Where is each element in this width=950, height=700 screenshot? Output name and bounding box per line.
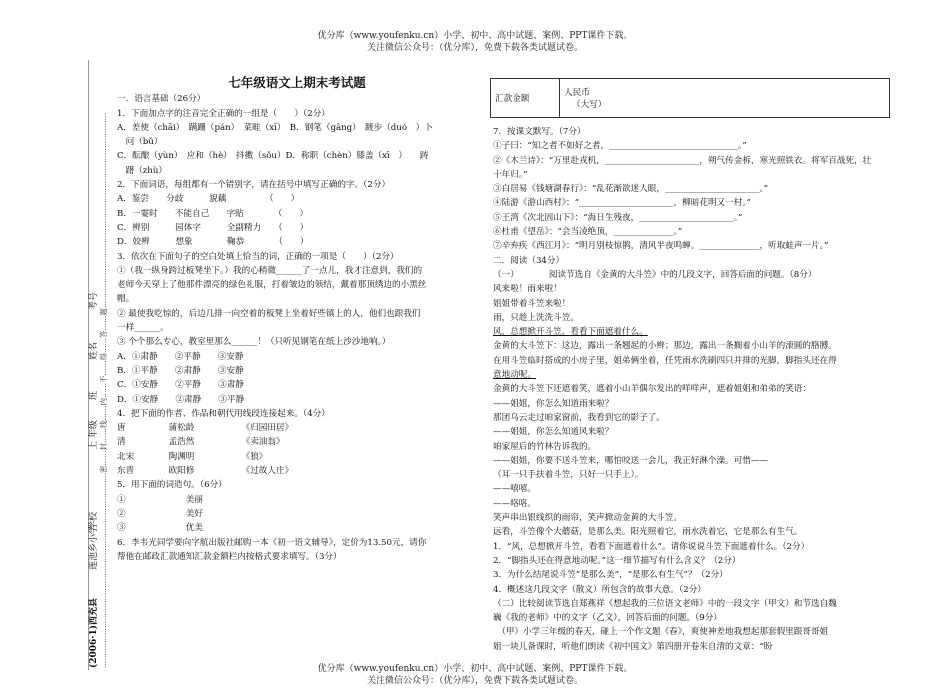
left-line: 七年级语文上期末考试题: [228, 75, 366, 90]
left-column: [117, 76, 477, 564]
left-line: A．①肃静 ②平静 ③安静: [117, 351, 244, 362]
right-line: 巍《我的老师》中的文字（乙文），回答后面的问题。（9分）: [493, 613, 722, 624]
left-line: 6．李韦光同学要向字航出版社邮购一本《初一语文辅导》，定价为13.50元，请你: [117, 537, 427, 548]
binding-number: 考号: [89, 291, 99, 310]
left-line: 问（bǔ）: [117, 137, 163, 148]
footer-line-1: 优分库（www.youfenku.cn）小学、初中、高中试题、案例、PPT课件下载。: [317, 664, 633, 674]
left-line: 5．用下面的词造句。（6分）: [117, 480, 227, 491]
right-line: 7．按课文默写。（7分）: [493, 127, 586, 137]
right-line: ⑤王湾《次北固山下》：“海日生残夜，______________________。”: [493, 212, 743, 223]
left-line: ①（我一纵身跨过板凳坐下。）我的心稍微______了一点儿，我才注意到，我们的: [117, 265, 423, 276]
binding-name: 姓名: [89, 341, 99, 360]
right-line: （一） 阅读节选自《金黄的大斗笠》中的几段文字，回答后面的问题。（8分）: [493, 269, 817, 280]
page-header: [0, 30, 950, 54]
right-line: 姐一块儿备课时，听他们朗读《初中国文》第四册开卷朱自清的文章：“盼: [493, 641, 773, 652]
binding-school: (2006·1)西充县: [89, 598, 99, 668]
right-line: ①子曰：“知之者不如好之者，______________________________。”: [493, 141, 747, 152]
remittance-table: [490, 78, 890, 118]
left-line: ③ 个个那么专心，教室里那么______！（只听见钢笔在纸上沙沙地响。）: [117, 337, 391, 348]
left-line: B．一霎时 不能自己 字贴 （ ）: [117, 208, 309, 219]
right-line: 在用斗笠临时搭成的小房子里，姐弟俩坐着，任凭雨水洗刷四只并排的光脚，脚指头还在得: [493, 355, 837, 366]
left-line: D．姣辨 想象 鞠恭 （ ）: [117, 237, 309, 248]
right-line: 笑声串出银线织的雨帘，笑声掀动金黄的大斗笠。: [493, 513, 683, 524]
binding-grade: 上 年级: [89, 420, 99, 450]
header-line-1: 优分库（www.youfenku.cn）小学、初中、高中试题、案例、PPT课件下载。: [317, 31, 633, 41]
left-line: A．鉴尝 分歧 貌藕 （ ）: [117, 194, 300, 205]
page-footer: [0, 663, 950, 687]
left-line: C．辨别 园体字 全副精力 （ ）: [117, 222, 309, 233]
left-line: D．①安静 ②肃静 ③平静: [117, 394, 245, 405]
binding-seal-line: ……………………………………………………………………密……封……线……内……不……得……答……题……………………………………………………………………: [99, 113, 108, 668]
footer-line-2: 关注微信公众号：（优分库），免费下载各类试题试卷。: [366, 676, 583, 686]
remittance-value: [560, 79, 890, 118]
remittance-label: 汇款金额: [491, 79, 560, 118]
left-line: C．①安静 ②平静 ③肃静: [117, 380, 244, 391]
right-line: ②《木兰诗》：“万里赴戎机，______________________，朔气传金柝，寒光照铁衣。将军百战死，壮: [493, 155, 872, 166]
right-column: [493, 125, 903, 654]
right-line: 十年归。”: [493, 169, 528, 180]
right-line: 意地动呢。: [493, 370, 536, 381]
left-line: 2．下面词语，每组都有一个错别字，请在括号中填写正确的字。（2分）: [117, 180, 391, 191]
right-line: ——姐姐，你怎么知道雨来啦？: [493, 398, 614, 409]
right-line: ——咯咯。: [493, 498, 536, 509]
right-line: 金黄的大斗笠下：这边，露出一条翘起的小辫；那边，露出一条搁着小山羊的滚圆的胳膊。: [493, 341, 837, 352]
left-line: 清 孟浩然 《卖油翁》: [117, 437, 285, 448]
left-line: 躇（zhù）: [117, 165, 167, 176]
right-line: 1．“风，总想掀开斗笠，看看下面遮着什么”。请你说说斗笠下面遮着什么。（2分）: [493, 541, 810, 552]
right-line: （二）比较阅读节选自郑燕祥《想起我的三位语文老师》中的一段文字（甲文）和节选自魏: [493, 598, 837, 609]
right-line: （耳一只手扶着斗笠，只好一只手上）。: [493, 470, 644, 481]
right-line: 4．概述这几段文字（散文）所包含的故事大意。（2分）: [493, 584, 706, 595]
right-line: 3．为什么结尾说斗笠“是那么美”，“是那么有生气”？（2分）: [493, 570, 728, 581]
right-line: 2．“脚指头还在得意地动呢。”这一细节描写有什么含义？（2分）: [493, 555, 741, 566]
right-line: 风来啦！雨来啦！: [493, 284, 562, 295]
binding-school2: 莲池乡小学: [89, 524, 99, 570]
right-line: 咱家屋后的竹林告诉我的。: [493, 441, 597, 452]
right-line: 二．阅读（34分）: [493, 255, 565, 266]
left-line: 帮他在邮政汇款通知汇款金额栏内按格式要求填写。（3分）: [117, 551, 342, 562]
left-line: 一样______。: [117, 323, 169, 334]
right-line: 风，总想掀开斗笠，看看下面遮着什么。: [493, 327, 648, 338]
right-line: 那团乌云走过咱家窗前，我看到它的影子了。: [493, 412, 665, 423]
binding-class: 班: [89, 390, 99, 400]
left-line: ① 美丽: [117, 494, 203, 505]
right-line: ——姐姐，你怎么知道风来啦？: [493, 427, 614, 438]
right-line: 金黄的大斗笠下还遮着笑，遮着小山羊偶尔发出的咩咩声，遮着姐姐和弟弟的笑语：: [493, 384, 811, 395]
right-line: 姐姐带着斗笠来啦！: [493, 298, 571, 309]
binding-line: [88, 60, 89, 670]
right-line: ⑥杜甫《望岳》：“会当凌绝顶，______________。”: [493, 227, 683, 238]
left-line: 唐 蒲松龄 《归园田居》: [117, 423, 294, 434]
left-line: ② 美好: [117, 508, 203, 519]
binding-label-school: 学校: [89, 511, 99, 530]
left-line: 老师今天穿上了他那件漂亮的绿色礼服，打着皱边的领结，戴着那顶绣边的小黑丝: [117, 280, 427, 291]
right-line: ⑦辛弃疾《西江月》：“明月别枝惊鹊，清风半夜鸣蝉。______________，听取蛙声一片。”: [493, 241, 829, 252]
remittance-currency: 人民币: [564, 88, 590, 98]
header-line-2: 关注微信公众号：（优分库），免费下载各类试题试卷。: [366, 43, 583, 53]
left-line: 北宋 陶渊明 《狼》: [117, 451, 268, 462]
right-line: ——嘻嘻。: [493, 484, 536, 495]
left-line: 1．下面加点字的注音完全正确的一组是（ ）（2分）: [117, 108, 330, 119]
left-line: 4．把下面的作者、作品和朝代用线段连接起来。（4分）: [117, 408, 330, 419]
right-line: 远看，斗笠像个大蘑菇，是那么美。阳光照着它，雨水洗着它，它是那么有生气。: [493, 527, 803, 538]
left-line: 东晋 欧阳修 《过故人庄》: [117, 466, 294, 477]
remittance-note: （大写）: [572, 100, 607, 110]
right-line: （甲）小学三年级的春天，碰上一个作文题《春》，爽使神差地我想起那套假里跟哥哥姐: [493, 627, 829, 638]
right-line: ——姐姐，你要不送斗笠来，哪怕咬送一会儿，我正好淋个澡。可惜——: [493, 455, 769, 466]
left-line: 3．依次在下面句子的空白处填上恰当的词，正确的一项是（ ）（2分）: [117, 251, 399, 262]
left-line: 帽。: [117, 294, 135, 305]
right-line: 雨，只趁上洗洗斗笠。: [493, 312, 579, 323]
left-line: A．差使（chāi） 蹒跚（pán） 菜畦（xī） B．钢笔（gāng） 踱步（duó ）卜: [117, 122, 433, 133]
left-line: 一．语言基础（26分）: [117, 94, 206, 105]
left-line: ③ 优美: [117, 523, 203, 534]
left-line: ② 最使我吃惊的，后边几排一向空着的板凳上坐着好些镇上的人，他们也跟我们: [117, 308, 421, 319]
left-line: B．①平静 ②肃静 ③安静: [117, 365, 244, 376]
left-line: C．酝酿（yùn） 应和（hè） 抖擞（sǒu）D．称职（chèn）膝盖（xī ） 踌: [117, 151, 429, 162]
right-line: ④陆游《游山西村》：“______________________，柳暗花明又一村。”: [493, 198, 752, 209]
right-line: ③白居易《钱塘湖春行》：“乱花渐欲迷人眼，______________________。”: [493, 184, 769, 195]
